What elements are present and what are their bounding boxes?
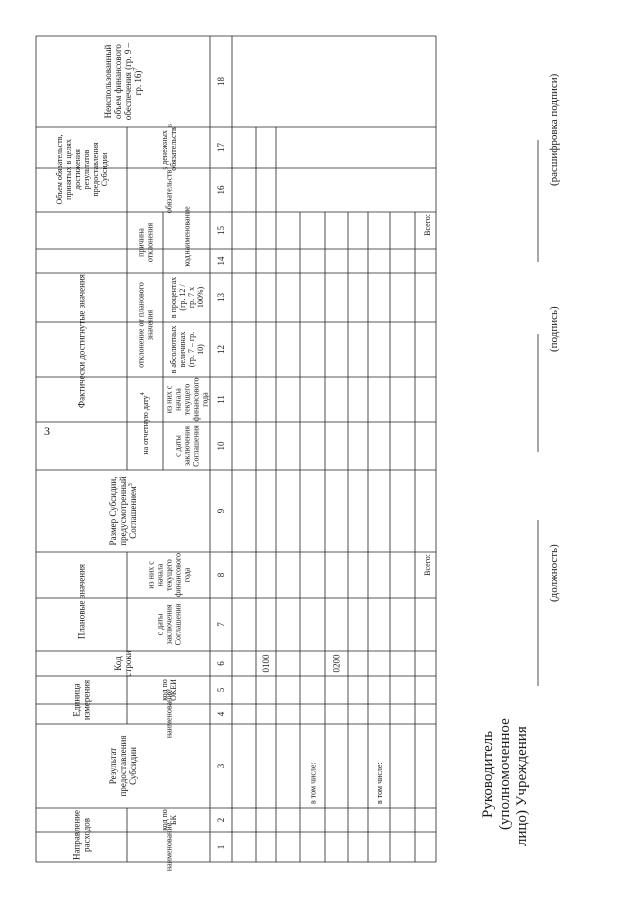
header-direction: Направлениерасходов [71, 810, 92, 860]
header-subsidy-amount: Размер Субсидии,предусмотренныйСоглашением$^3$ [108, 476, 139, 546]
column-number-17: 17 [216, 143, 227, 152]
signatory-title-line-2: (уполномоченное [497, 718, 513, 830]
column-number-8: 8 [216, 572, 227, 578]
column-number-18: 18 [216, 77, 227, 86]
column-number-10: 10 [216, 441, 227, 451]
column-number-1: 1 [216, 844, 227, 850]
column-number-7: 7 [216, 622, 227, 627]
column-number-4: 4 [216, 711, 227, 717]
column-number-2: 2 [216, 817, 227, 823]
row-note: в том числе: [308, 762, 318, 804]
column-number-16: 16 [216, 185, 227, 195]
subheader-name-4: наименование [164, 689, 174, 739]
column-number-15: 15 [216, 226, 227, 235]
column-number-14: 14 [216, 256, 227, 266]
subheader-bk-code: код поБК [159, 809, 178, 831]
subheader-since-agreement-10: с датызаключенияСоглашения [173, 425, 201, 467]
header-actual-values: Фактически достигнутые значения [76, 274, 87, 408]
subheader-percent: в процентах(гр. 12 /гр. 7 x100%) [168, 276, 205, 319]
column-number-9: 9 [216, 508, 227, 514]
signatory-title-line-1: Руководитель [480, 730, 496, 818]
subheader-name-1: наименование [164, 822, 174, 872]
row-code-0200: 0200 [331, 654, 342, 673]
column-number-5: 5 [216, 687, 227, 693]
header-unit: Единицаизмерения [71, 679, 92, 721]
column-number-12: 12 [216, 345, 227, 354]
signatory-title-line-3: лицо) Учреждения [514, 726, 530, 846]
subheader-current-year-8: из них сначалатекущегофинансовогогода [146, 553, 192, 597]
subheader-obligations: обязательств$^5$ [163, 166, 174, 214]
label-signature: (подпись) [548, 306, 560, 352]
subheader-reason-code: код [182, 255, 192, 267]
total-planned: Всего: [423, 554, 432, 576]
label-position: (должность) [548, 544, 560, 602]
header-planned-values: Плановые значения [76, 563, 87, 640]
page-number: 3 [44, 424, 50, 438]
label-decryption: (расшифровка подписи) [548, 73, 560, 186]
header-obligations: Объем обязательств,принятых в целяхдостижениярезультатовпредоставленияСубсидии [54, 134, 109, 205]
table-cells [55, 42, 432, 871]
column-number-11: 11 [216, 395, 227, 404]
table-grid [36, 36, 538, 862]
row-note: в том числе: [375, 762, 384, 804]
subheader-monetary-obligations: денежныхобязательств$^6$ [159, 124, 178, 171]
column-number-3: 3 [216, 763, 227, 769]
subheader-reason-name: наименование [182, 206, 192, 255]
column-number-13: 13 [216, 293, 227, 302]
subheader-absolute: в абсолютныхвеличинах(гр. 7 – гр.10) [168, 325, 205, 374]
header-result: РезультатпредоставленияСубсидии [108, 735, 139, 797]
header-unused-funding: Неиспользованныйобъем финансовогообеспечения (гр. 9 –гр. 16)$^7$ [103, 42, 144, 121]
header-deviation-reason: причинаотклонения [136, 222, 155, 263]
header-deviation: отклонение от плановогозначения [136, 282, 155, 368]
header-reporting-date: на отчетную дату$^4$ [139, 392, 150, 455]
subheader-okei-code: код поОКЕИ [159, 679, 178, 701]
subheader-current-year-11: из них сначалатекущегофинансовогогода [164, 377, 210, 422]
subheader-since-agreement-7: с датызаключенияСоглашения [155, 603, 183, 646]
column-number-6: 6 [216, 661, 227, 666]
total-actual: Всего: [423, 214, 432, 236]
row-code-0100: 0100 [261, 654, 272, 673]
header-row-code: Кодстроки [113, 650, 134, 677]
